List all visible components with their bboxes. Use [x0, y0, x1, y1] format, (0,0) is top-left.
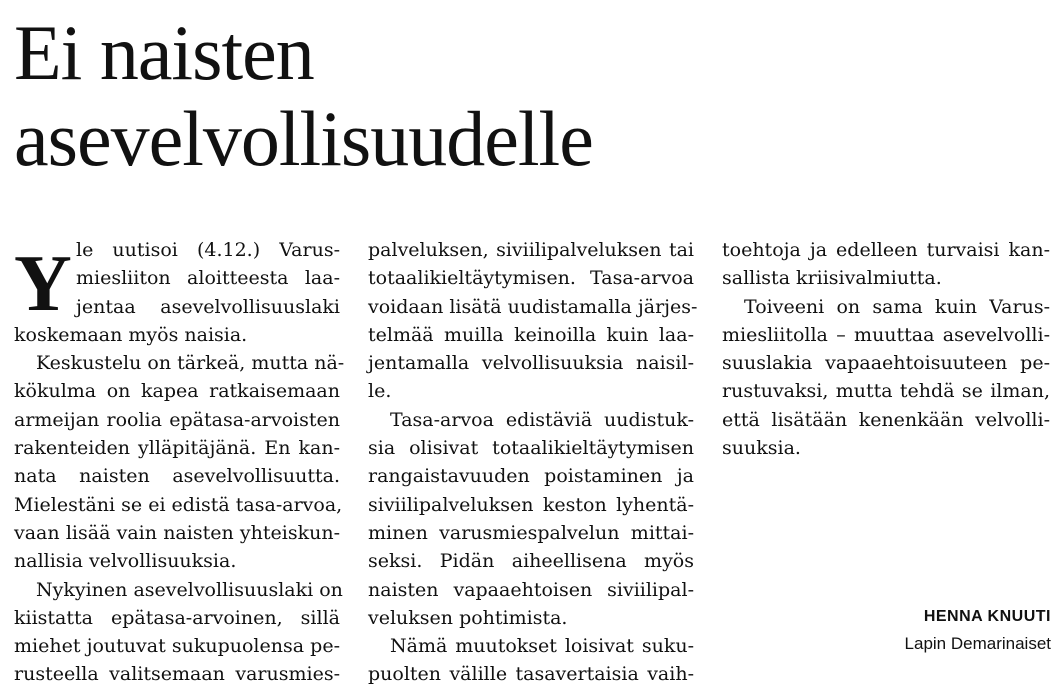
body-line: siviilipalveluksen keston lyhentä-	[368, 493, 694, 516]
body-line: sia olisivat totaalikieltäytymisen	[368, 437, 694, 460]
body-line: Nämä muutokset loisivat suku-	[390, 635, 694, 658]
author-name: HENNA KNUUTI	[923, 608, 1051, 625]
body-line: le uutisoi (4.12.) Varus-	[76, 239, 340, 261]
body-line: Tasa-arvoa edistäviä uudistuk-	[390, 408, 694, 431]
body-line: sallista kriisivalmiutta.	[722, 267, 942, 290]
body-line: telmää muilla keinoilla kuin laa-	[368, 323, 694, 346]
body-line: veluksen pohtimista.	[368, 606, 568, 629]
body-line: Mielestäni se ei edistä tasa-arvoa,	[14, 493, 343, 516]
body-line: minen varusmiespalvelun mittai-	[368, 521, 694, 544]
article-column-1	[14, 236, 345, 689]
body-line: jentaa asevelvollisuuslaki	[76, 295, 340, 318]
article-headline	[14, 10, 593, 182]
article-column-3	[722, 236, 1050, 462]
body-line: miehet joutuvat sukupuolensa pe-	[14, 635, 340, 658]
body-line: suuslakia vapaaehtoisuuteen pe-	[722, 352, 1050, 375]
body-line: armeijan roolia epätasa-arvoisten	[14, 408, 340, 431]
headline-line-2: asevelvollisuudelle	[14, 95, 593, 182]
headline-line-1: Ei naisten	[14, 9, 314, 96]
body-line: seksi. Pidän aiheellisena myös	[368, 550, 694, 573]
body-line: rustuvaksi, mutta tehdä se ilman,	[722, 380, 1050, 403]
drop-cap: Y	[14, 240, 72, 328]
body-line: kiistatta epätasa-arvoinen, sillä	[14, 606, 340, 629]
body-line: miesliitolla – muuttaa asevelvolli-	[722, 323, 1050, 346]
body-line: koskemaan myös naisia.	[14, 323, 248, 346]
body-line: rusteella valitsemaan varusmies-	[14, 663, 340, 686]
body-line: rakenteiden ylläpitäjänä. En kan-	[14, 437, 340, 460]
author-organization: Lapin Demarinaiset	[904, 634, 1051, 653]
body-line: Toiveeni on sama kuin Varus-	[744, 295, 1050, 318]
body-line: kökulma on kapea ratkaisemaan	[14, 380, 340, 403]
body-line: toehtoja ja edelleen turvaisi kan-	[722, 239, 1050, 261]
body-line: nallisia velvollisuuksia.	[14, 550, 237, 573]
body-line: palveluksen, siviilipalveluksen tai	[368, 239, 694, 261]
body-line: suuksia.	[722, 437, 801, 460]
body-line: nata naisten asevelvollisuutta.	[14, 465, 340, 488]
body-line: puolten välille tasavertaisia vaih-	[368, 663, 694, 686]
body-line: totaalikieltäytymisen. Tasa-arvoa	[368, 267, 694, 290]
body-line: le.	[368, 380, 392, 403]
body-line: Nykyinen asevelvollisuuslaki on	[36, 578, 343, 601]
body-line: jentamalla velvollisuuksia naisil-	[368, 352, 694, 375]
body-line: Keskustelu on tärkeä, mutta nä-	[36, 352, 345, 375]
body-line: että lisätään kenenkään velvolli-	[722, 408, 1050, 431]
body-line: vaan lisää vain naisten yhteiskun-	[14, 521, 340, 544]
article-column-2	[368, 236, 698, 689]
body-line: miesliiton aloitteesta laa-	[76, 267, 340, 290]
body-line: naisten vapaaehtoisen siviilipal-	[368, 578, 694, 601]
body-line: voidaan lisätä uudistamalla järjes-	[368, 295, 698, 318]
body-line: rangaistavuuden poistaminen ja	[368, 465, 694, 488]
